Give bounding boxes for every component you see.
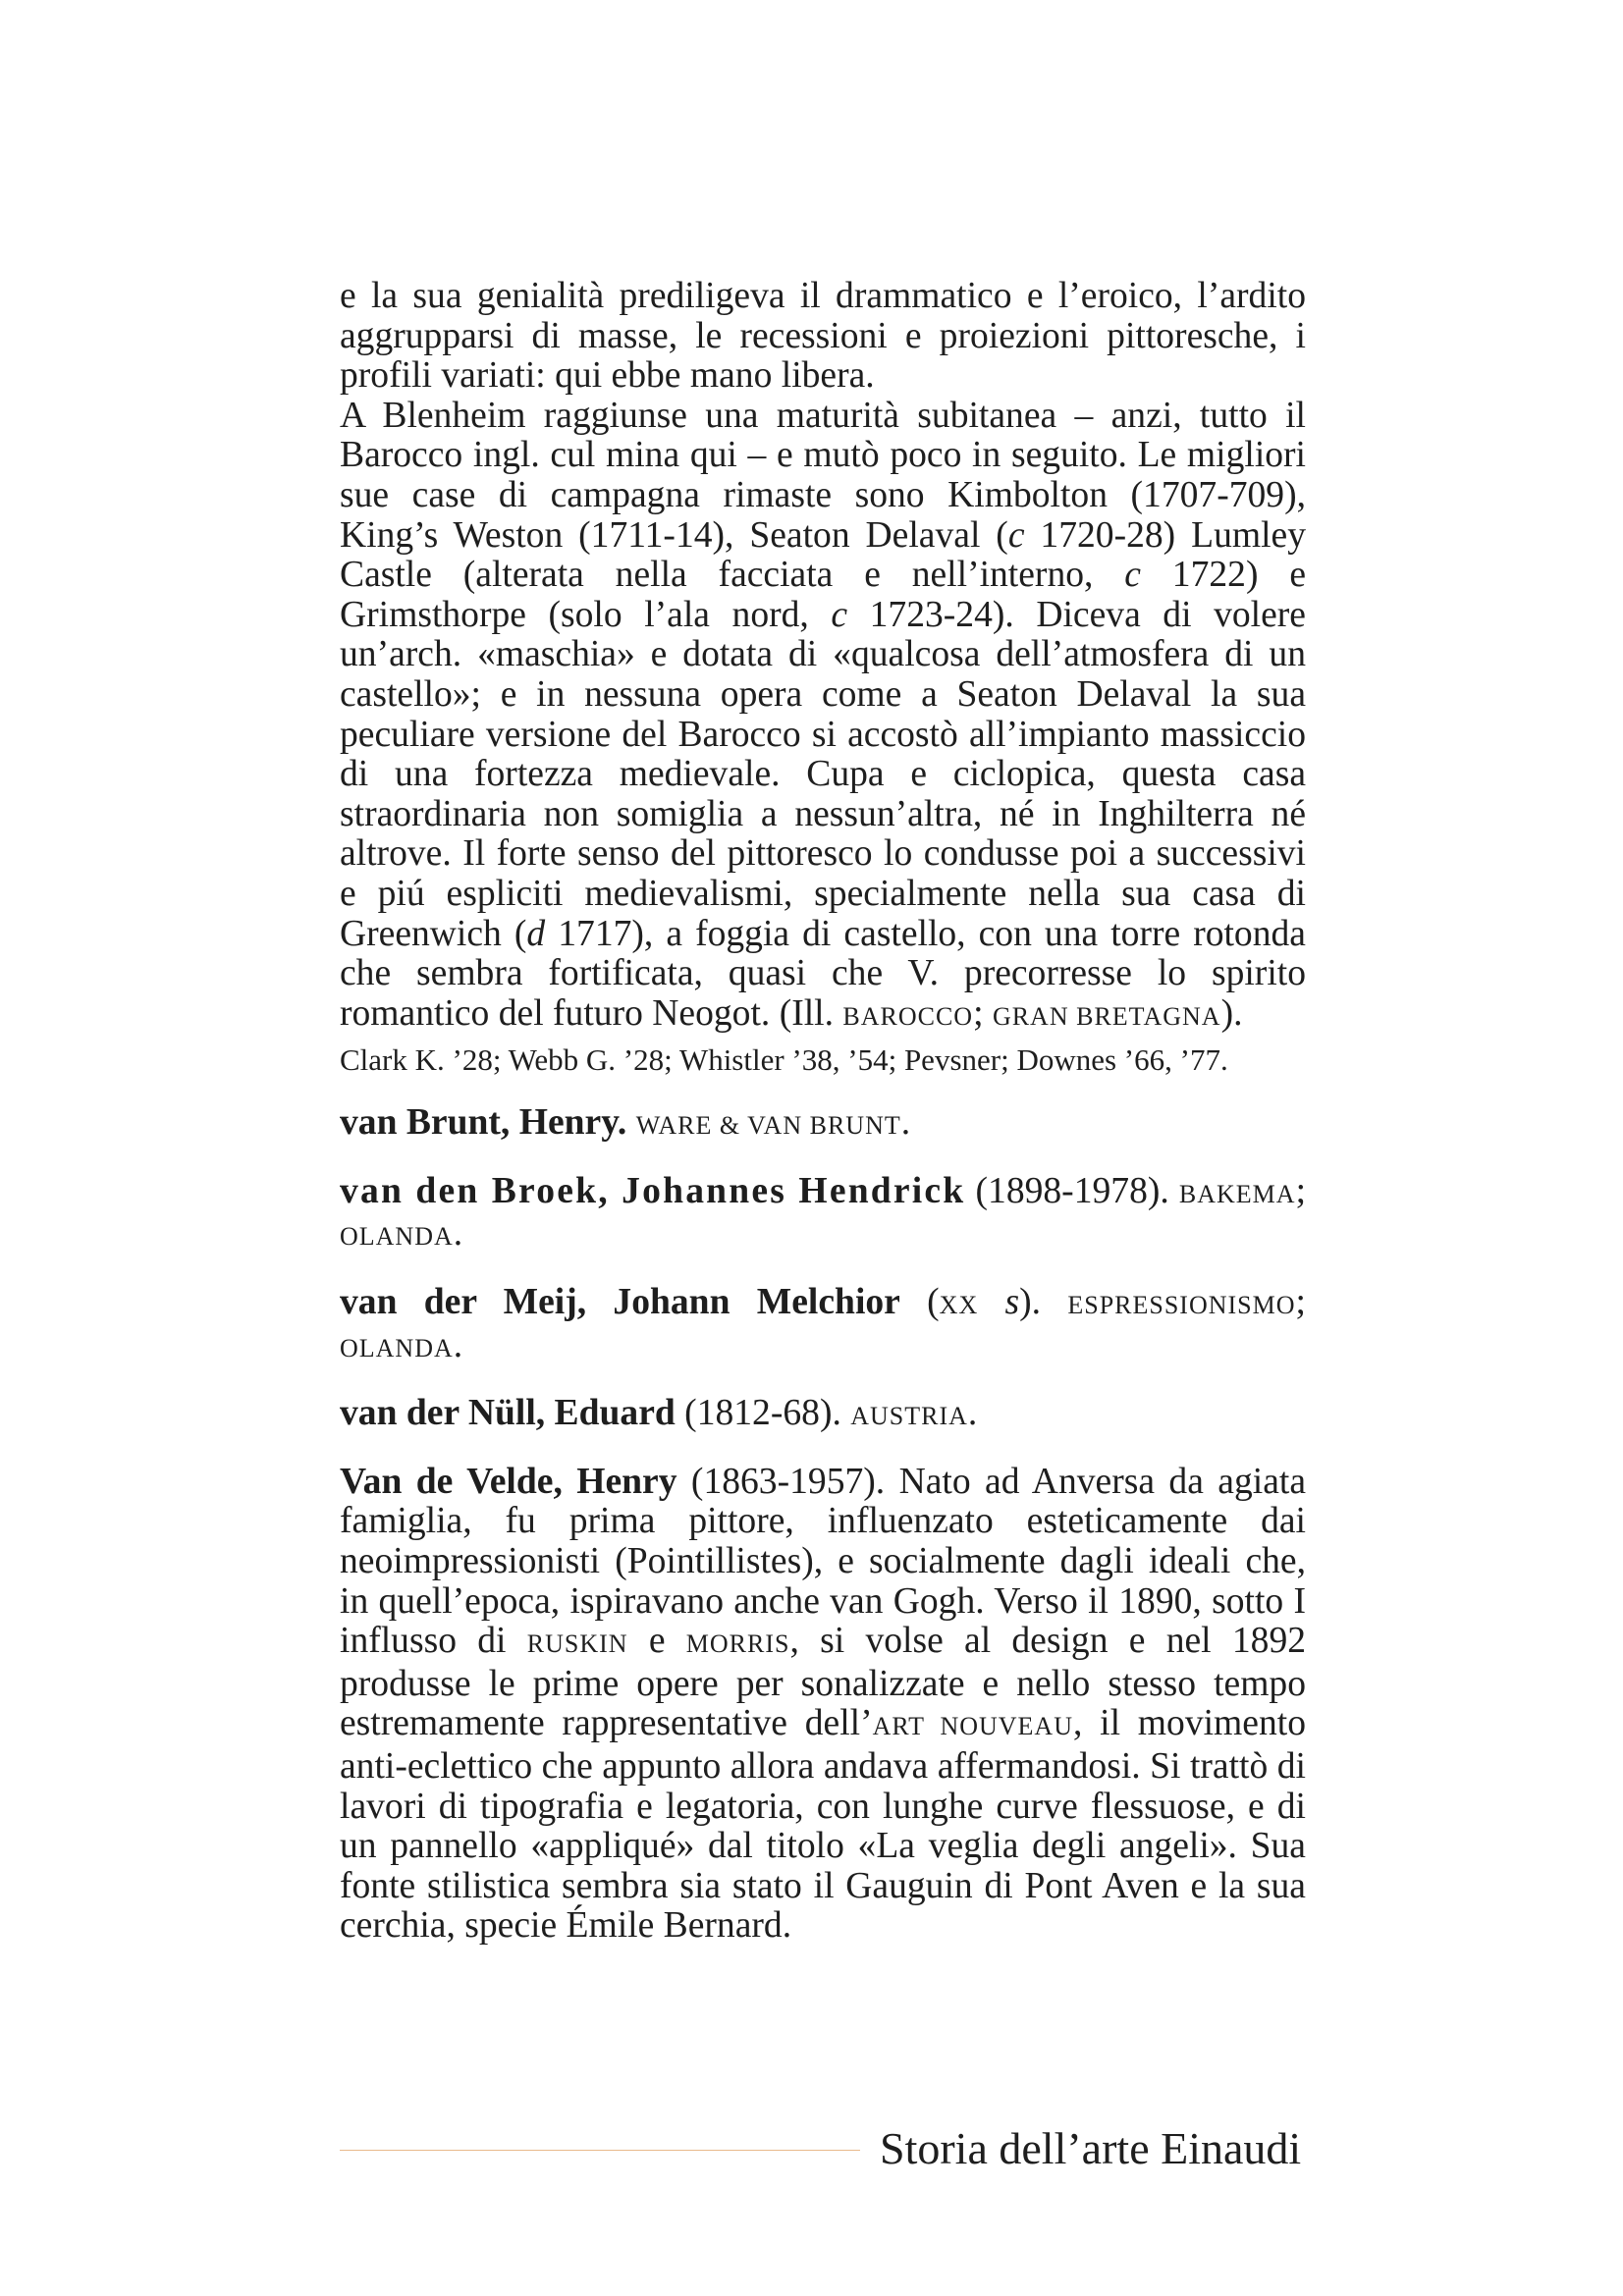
- cross-reference: GRAN BRETAGNA: [992, 1001, 1221, 1031]
- entry-headword: van den Broek, Johannes Hendrick: [340, 1170, 966, 1211]
- entry-van-den-broek: [340, 1172, 1306, 1257]
- text-run: A Blenheim raggiunse una maturità subitanea – anzi, tutto il Barocco ingl. cul mina qui – e mutò poco in seguito. Le migliori sue case di campagna rimaste sono Kimbolton (1707-709), King’s Weston (1711-14), Seaton Delaval (: [340, 395, 1306, 556]
- cross-reference: AUSTRIA: [850, 1402, 968, 1431]
- text-run: 1723-24). Diceva di volere un’arch. «maschia» e dotata di «qualcosa dell’atmosfera di un castello»; e in nessuna opera come a Seaton Delaval la sua peculiare versione del Barocco si accostò all’impianto massiccio di una fortezza medievale. Cupa e ciclopica, questa casa straordinaria non somiglia a nessun’altra, né in Inghilterra né altrove. Il forte senso del pittoresco lo condusse poi a successivi e piú espliciti medievalismi, specialmente nella sua casa di Greenwich (: [340, 594, 1306, 954]
- text-run: ;: [1295, 1170, 1307, 1211]
- text-run: e la sua genialità prediligeva il drammatico e l’eroico, l’ardito aggrupparsi di masse, le recessioni e proiezioni pittoresche, i profili variati: qui ebbe mano libera.: [340, 276, 1306, 397]
- entry-headword: van Brunt, Henry.: [340, 1102, 627, 1144]
- cross-reference: ART NOUVEAU: [872, 1712, 1073, 1741]
- entry-van-de-velde: [340, 1463, 1306, 1947]
- cross-reference: BAROCCO: [842, 1001, 974, 1031]
- text-run: , si volse al design e nel 1892 produsse le prime opere per sonalizzate e nello stesso tempo estremamente rappresentative dell’: [340, 1621, 1307, 1744]
- text-run: ).: [1220, 992, 1243, 1034]
- text-run: , il movimento anti-eclettico che appunto allora andava affermandosi. Si trattò di lavori di tipografia e legatoria, con lunghe curve flessuose, e di un pannello «appliqué» dal titolo «La veglia degli angeli». Sua fonte stilistica sembra sia stato il Gauguin di Pont Aven e la sua cerchia, specie Émile Bernard.: [340, 1703, 1306, 1947]
- cross-reference: OLANDA: [340, 1222, 454, 1252]
- text-run: ).: [1019, 1282, 1068, 1323]
- text-run: (1898-1978).: [965, 1170, 1179, 1211]
- text-run: (: [899, 1282, 940, 1323]
- cross-reference: WARE & VAN BRUNT: [635, 1111, 901, 1141]
- cross-reference: OLANDA: [340, 1333, 454, 1362]
- entry-headword: Van de Velde, Henry: [340, 1461, 677, 1502]
- text-run: .: [967, 1393, 978, 1434]
- circa-abbr: c: [1124, 555, 1141, 596]
- text-run: 1720-28) Lumley Castle (alterata nella facciata e nell’interno,: [340, 514, 1306, 596]
- cross-reference: RUSKIN: [526, 1629, 628, 1659]
- entry-van-brunt: [340, 1103, 1306, 1147]
- paragraph-continuation: [340, 277, 1306, 397]
- text-run: ;: [1295, 1282, 1306, 1323]
- text-run: .: [453, 1213, 463, 1255]
- entry-van-der-null: [340, 1394, 1306, 1437]
- footer-title: Storia dell’arte Einaudi: [880, 2123, 1302, 2173]
- text-run: 1717), a foggia di castello, con una torre rotonda che sembra fortificata, quasi che V. precorresse lo spirito romantico del futuro Neogot. (Ill.: [340, 913, 1306, 1034]
- page-body: [340, 277, 1306, 1947]
- cross-reference: BAKEMA: [1178, 1179, 1296, 1208]
- entry-headword: van der Nüll, Eduard: [340, 1393, 676, 1434]
- text-run: .: [900, 1102, 911, 1144]
- entry-van-der-meij: [340, 1283, 1306, 1368]
- entry-headword: van der Meij, Johann Melchior: [340, 1282, 900, 1323]
- century-numeral: XX: [939, 1291, 979, 1320]
- text-run: 1722) e Grimsthorpe (solo l’ala nord,: [340, 555, 1306, 635]
- circa-abbr: c: [1007, 514, 1025, 556]
- text-run: (1812-68).: [675, 1393, 851, 1434]
- paragraph-blenheim: [340, 397, 1306, 1038]
- bibliography: Clark K. ’28; Webb G. ’28; Whistler ’38, ’54; Pevsner; Downes ’66, ’77.: [340, 1042, 1228, 1078]
- text-run: e: [627, 1621, 686, 1662]
- text-run: .: [453, 1324, 463, 1365]
- circa-abbr: c: [831, 594, 848, 635]
- footer-rule: [340, 2150, 860, 2151]
- death-abbr: d: [526, 913, 546, 954]
- text-run: ;: [973, 992, 993, 1034]
- cross-reference: ESPRESSIONISMO: [1067, 1291, 1296, 1320]
- century-abbr: s: [978, 1282, 1020, 1323]
- cross-reference: MORRIS: [685, 1629, 790, 1659]
- text-run: (1863-1957). Nato ad Anversa da agiata famiglia, fu prima pittore, influenzato esteticamente dai neoimpressionisti (Pointillistes), e socialmente dagli ideali che, in quell’epoca, ispiravano anche van Gogh. Verso il 1890, sotto I influsso di: [340, 1461, 1306, 1662]
